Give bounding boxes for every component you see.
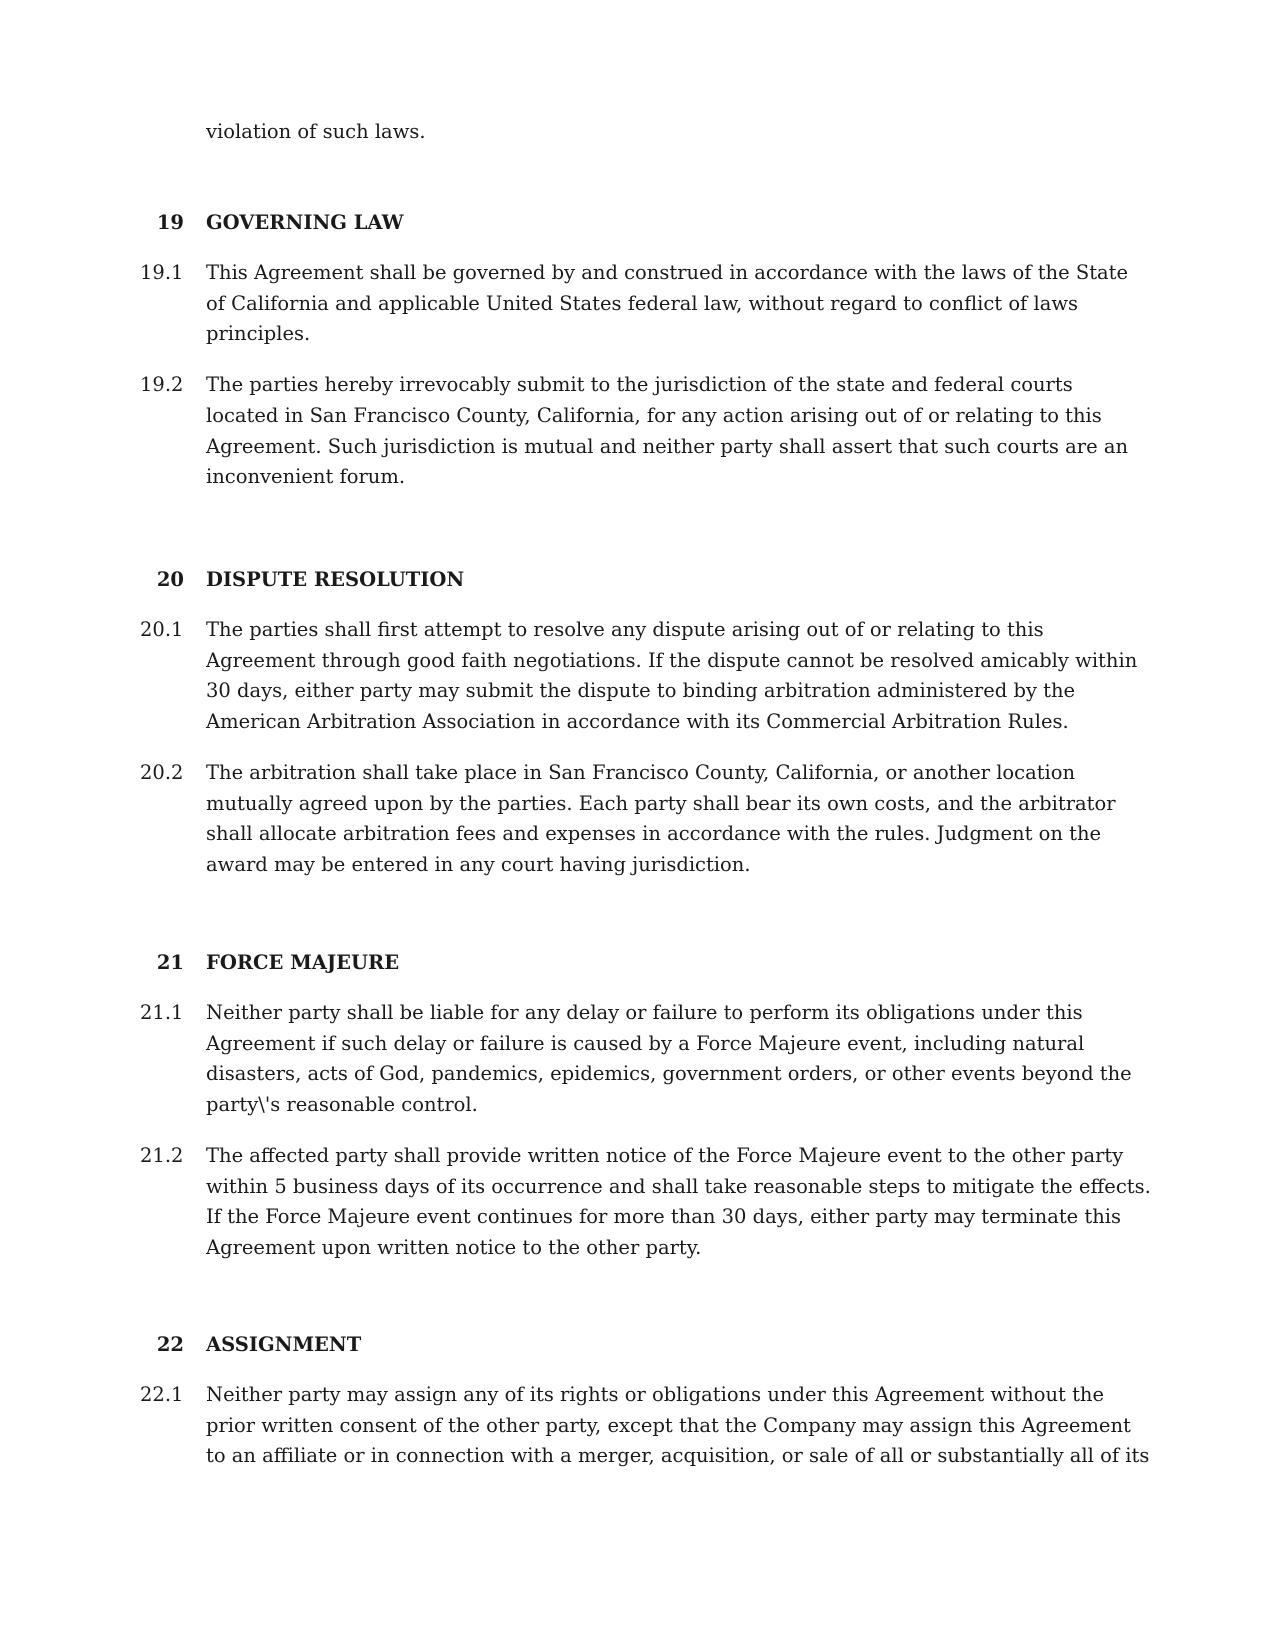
clause-line: award may be entered in any court having jurisdiction.: [206, 852, 751, 876]
clause-line: Agreement if such delay or failure is caused by a Force Majeure event, including natural: [206, 1031, 1085, 1055]
clause-line: to an affiliate or in connection with a merger, acquisition, or sale of all or substantially all of its: [206, 1444, 1150, 1468]
section-heading: [0, 1330, 1275, 1360]
section-title: ASSIGNMENT: [206, 1333, 362, 1356]
clause-line: 30 days, either party may submit the dispute to binding arbitration administered by the: [206, 679, 1076, 703]
clause-line: shall allocate arbitration fees and expenses in accordance with the rules. Judgment on the: [206, 822, 1102, 846]
clause-line: American Arbitration Association in accordance with its Commercial Arbitration Rules.: [206, 710, 1069, 734]
clause-line: If the Force Majeure event continues for more than 30 days, either party may terminate this: [206, 1205, 1122, 1229]
clause-number: 20.2: [140, 760, 184, 784]
section-20: [0, 565, 1275, 881]
clause-line: Neither party may assign any of its rights or obligations under this Agreement without the: [206, 1383, 1105, 1406]
clause-text: [206, 998, 1132, 1121]
clause-line: inconvenient forum.: [206, 465, 406, 489]
section-title: DISPUTE RESOLUTION: [206, 568, 465, 591]
clause-line: The parties hereby irrevocably submit to the jurisdiction of the state and federal courts: [206, 373, 1073, 397]
section-title: FORCE MAJEURE: [206, 951, 400, 974]
section-number: 22: [156, 1333, 184, 1356]
clause-number: 21.2: [140, 1143, 184, 1167]
section-heading: [0, 948, 1275, 978]
section-number: 21: [156, 951, 184, 974]
carry-over-text: violation of such laws.: [206, 120, 426, 143]
clause-line: Agreement. Such jurisdiction is mutual and neither party shall assert that such courts are an: [206, 434, 1129, 458]
clause-line: of California and applicable United States federal law, without regard to conflict of laws: [206, 291, 1079, 315]
clause-line: within 5 business days of its occurrence and shall take reasonable steps to mitigate the effects.: [206, 1174, 1151, 1198]
clause-number: 20.1: [140, 618, 184, 641]
clause-21-1: [0, 998, 1275, 1121]
clause-line: principles.: [206, 322, 311, 346]
clause-line: party\'s reasonable control.: [206, 1093, 478, 1117]
clause-22-1: [0, 1380, 1275, 1472]
clause-line: prior written consent of the other party, except that the Company may assign this Agreement: [206, 1413, 1131, 1437]
section-title: GOVERNING LAW: [206, 211, 404, 234]
clause-line: The parties shall first attempt to resolve any dispute arising out of or relating to this: [206, 618, 1044, 641]
clause-number: 19.2: [140, 373, 184, 397]
section-21: [0, 948, 1275, 1264]
section-number: 20: [156, 568, 184, 591]
clause-line: Neither party shall be liable for any delay or failure to perform its obligations under this: [206, 1001, 1083, 1024]
clause-text: [206, 1380, 1150, 1472]
clause-number: 22.1: [140, 1383, 184, 1406]
section-heading: [0, 208, 1275, 238]
clause-text: [206, 258, 1129, 350]
clause-line: Agreement through good faith negotiations. If the dispute cannot be resolved amicably within: [206, 648, 1138, 672]
clause-line: located in San Francisco County, California, for any action arising out of or relating to this: [206, 403, 1102, 427]
clause-20-2: [0, 758, 1275, 881]
clause-line: The affected party shall provide written notice of the Force Majeure event to the other party: [206, 1143, 1124, 1167]
clause-text: [206, 1141, 1151, 1264]
section-19: [0, 208, 1275, 493]
clause-line: Agreement upon written notice to the other party.: [206, 1235, 702, 1259]
clause-21-2: [0, 1141, 1275, 1264]
section-22: [0, 1330, 1275, 1472]
clause-text: [206, 615, 1138, 738]
clause-line: disasters, acts of God, pandemics, epidemics, government orders, or other events beyond the: [206, 1062, 1132, 1086]
clause-line: This Agreement shall be governed by and construed in accordance with the laws of the State: [206, 261, 1129, 284]
clause-line: mutually agreed upon by the parties. Each party shall bear its own costs, and the arbitrator: [206, 791, 1116, 815]
clause-number: 21.1: [140, 1001, 184, 1024]
clause-text: [206, 758, 1126, 881]
clause-text: [206, 370, 1129, 493]
clause-number: 19.1: [140, 261, 184, 284]
section-number: 19: [156, 211, 184, 234]
clause-line: The arbitration shall take place in San Francisco County, California, or another location: [206, 760, 1076, 784]
clause-20-1: [0, 615, 1275, 738]
clause-19-1: [0, 258, 1275, 350]
section-heading: [0, 565, 1275, 595]
clause-19-2: [0, 370, 1275, 493]
